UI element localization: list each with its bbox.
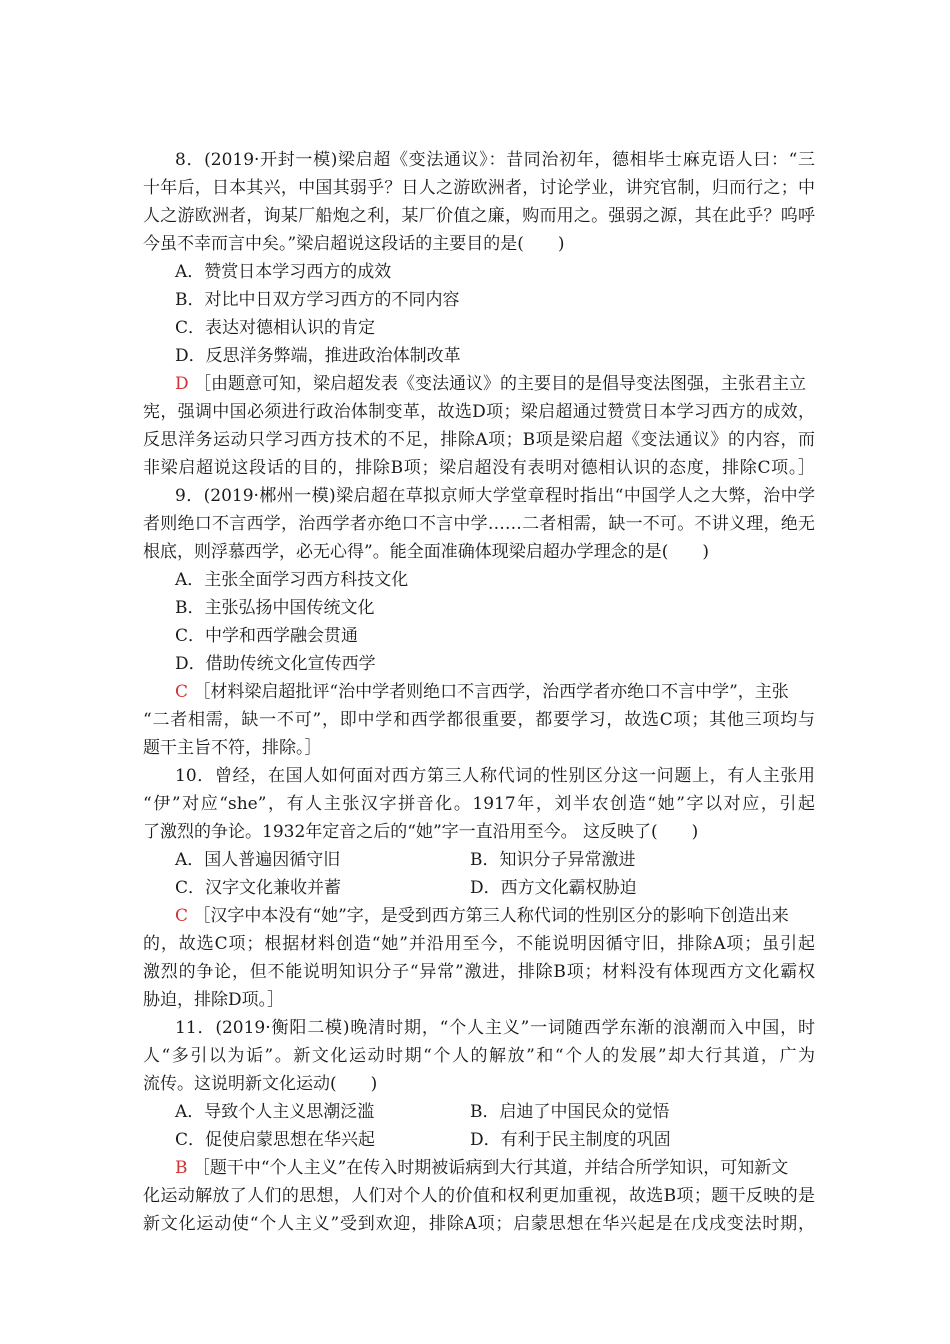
q10-option-b: B．知识分子异常激进 — [470, 850, 636, 870]
q11-stem-line: 11．(2019·衡阳二模)晚清时期，“个人主义”一词随西学东渐的浪潮而入中国，时 — [175, 1018, 815, 1038]
q10-explanation-line — [175, 902, 815, 930]
q9-option-d: D．借助传统文化宣传西学 — [175, 654, 376, 674]
q10-option-a: A．国人普遍因循守旧 — [175, 850, 341, 870]
q10-answer-letter: C — [175, 906, 189, 926]
q8-option-d: D．反思洋务弊端，推进政治体制改革 — [175, 346, 461, 366]
q9-stem-line: 9．(2019·郴州一模)梁启超在草拟京师大学堂章程时指出“中国学人之大弊，治中学 — [175, 486, 815, 506]
q10-option-d: D．西方文化霸权胁迫 — [470, 878, 637, 898]
q9-option-b: B．主张弘扬中国传统文化 — [175, 598, 375, 618]
q8-answer-letter: D — [175, 374, 189, 394]
q8-explanation-line: 反思洋务运动只学习西方技术的不足，排除A项；B项是梁启超《变法通议》的内容，而 — [143, 430, 815, 450]
q10-explanation-line: 的，故选C项；根据材料创造“她”并沿用至今，不能说明因循守旧，排除A项；虽引起 — [143, 934, 815, 954]
q11-option-b: B．启迪了中国民众的觉悟 — [470, 1102, 670, 1122]
q8-option-c: C．表达对德相认识的肯定 — [175, 318, 376, 338]
q11-explanation-line: 新文化运动使“个人主义”受到欢迎，排除A项；启蒙思想在华兴起是在戊戌变法时期， — [143, 1214, 815, 1234]
q8-option-b: B．对比中日双方学习西方的不同内容 — [175, 290, 460, 310]
q11-option-a: A．导致个人主义思潮泛滥 — [175, 1102, 375, 1122]
q8-explanation-line: 非梁启超说这段话的目的，排除B项；梁启超没有表明对德相认识的态度，排除C项。］ — [143, 458, 815, 478]
q9-explanation-line: 题干主旨不符，排除。］ — [143, 738, 322, 758]
q9-answer-letter: C — [175, 682, 189, 702]
q8-stem-line: 人之游欧洲者，询某厂船炮之利，某厂价值之廉，购而用之。强弱之源，其在此乎？呜呼 — [143, 206, 815, 226]
q10-stem-line: 了激烈的争论。1932年定音之后的“她”字一直沿用至今。 这反映了( ) — [143, 822, 699, 842]
q10-option-c: C．汉字文化兼收并蓄 — [175, 878, 342, 898]
q9-stem-line: 根底，则浮慕西学，必无心得”。能全面准确体现梁启超办学理念的是( ) — [143, 542, 709, 562]
q10-stem-line: 10．曾经，在国人如何面对西方第三人称代词的性别区分这一问题上，有人主张用 — [175, 766, 815, 786]
q11-option-d: D．有利于民主制度的巩固 — [470, 1130, 671, 1150]
q11-stem-line: 人“多引以为诟”。新文化运动时期“个人的解放”和“个人的发展”却大行其道，广为 — [143, 1046, 815, 1066]
q9-explanation-line: “二者相需，缺一不可”，即中学和西学都很重要，都要学习，故选C项；其他三项均与 — [143, 710, 815, 730]
q11-explanation-text: ［题干中“个人主义”在传入时期被诟病到大行其道，并结合所学知识，可知新文 — [192, 1158, 789, 1178]
q8-explanation-line — [175, 370, 815, 398]
q11-stem-line: 流传。这说明新文化运动( ) — [143, 1074, 378, 1094]
q9-explanation-line — [175, 678, 815, 706]
q11-explanation-line: 化运动解放了人们的思想，人们对个人的价值和权利更加重视，故选B项；题干反映的是 — [143, 1186, 815, 1206]
q11-option-c: C．促使启蒙思想在华兴起 — [175, 1130, 376, 1150]
q8-stem-line: 今虽不幸而言中矣。”梁启超说这段话的主要目的是( ) — [143, 234, 565, 254]
q9-option-a: A．主张全面学习西方科技文化 — [175, 570, 409, 590]
q8-stem-line: 8．(2019·开封一模)梁启超《变法通议》：昔同治初年，德相毕士麻克语人曰：“三 — [175, 150, 815, 170]
q9-option-c: C．中学和西学融会贯通 — [175, 626, 359, 646]
q10-explanation-line: 胁迫，排除D项。］ — [143, 990, 285, 1010]
q10-explanation-text: ［汉字中本没有“她”字，是受到西方第三人称代词的性别区分的影响下创造出来 — [193, 906, 789, 926]
q11-answer-letter: B — [175, 1158, 188, 1178]
q10-explanation-line: 激烈的争论，但不能说明知识分子“异常”激进，排除B项；材料没有体现西方文化霸权 — [143, 962, 815, 982]
q10-stem-line: “伊”对应“she”，有人主张汉字拼音化。1917年，刘半农创造“她”字以对应，引起 — [143, 794, 815, 814]
q8-stem-line: 十年后，日本其兴，中国其弱乎？日人之游欧洲者，讨论学业，讲究官制，归而行之；中 — [143, 178, 815, 198]
q8-explanation-text: ［由题意可知，梁启超发表《变法通议》的主要目的是倡导变法图强，主张君主立 — [194, 374, 807, 394]
q8-option-a: A．赞赏日本学习西方的成效 — [175, 262, 392, 282]
q9-explanation-text: ［材料梁启超批评“治中学者则绝口不言西学，治西学者亦绝口不言中学”，主张 — [193, 682, 789, 702]
q11-explanation-line — [175, 1154, 815, 1182]
q9-stem-line: 者则绝口不言西学，治西学者亦绝口不言中学……二者相需，缺一不可。不讲义理，绝无 — [143, 514, 815, 534]
q8-explanation-line: 宪，强调中国必须进行政治体制变革，故选D项；梁启超通过赞赏日本学习西方的成效， — [143, 402, 815, 422]
